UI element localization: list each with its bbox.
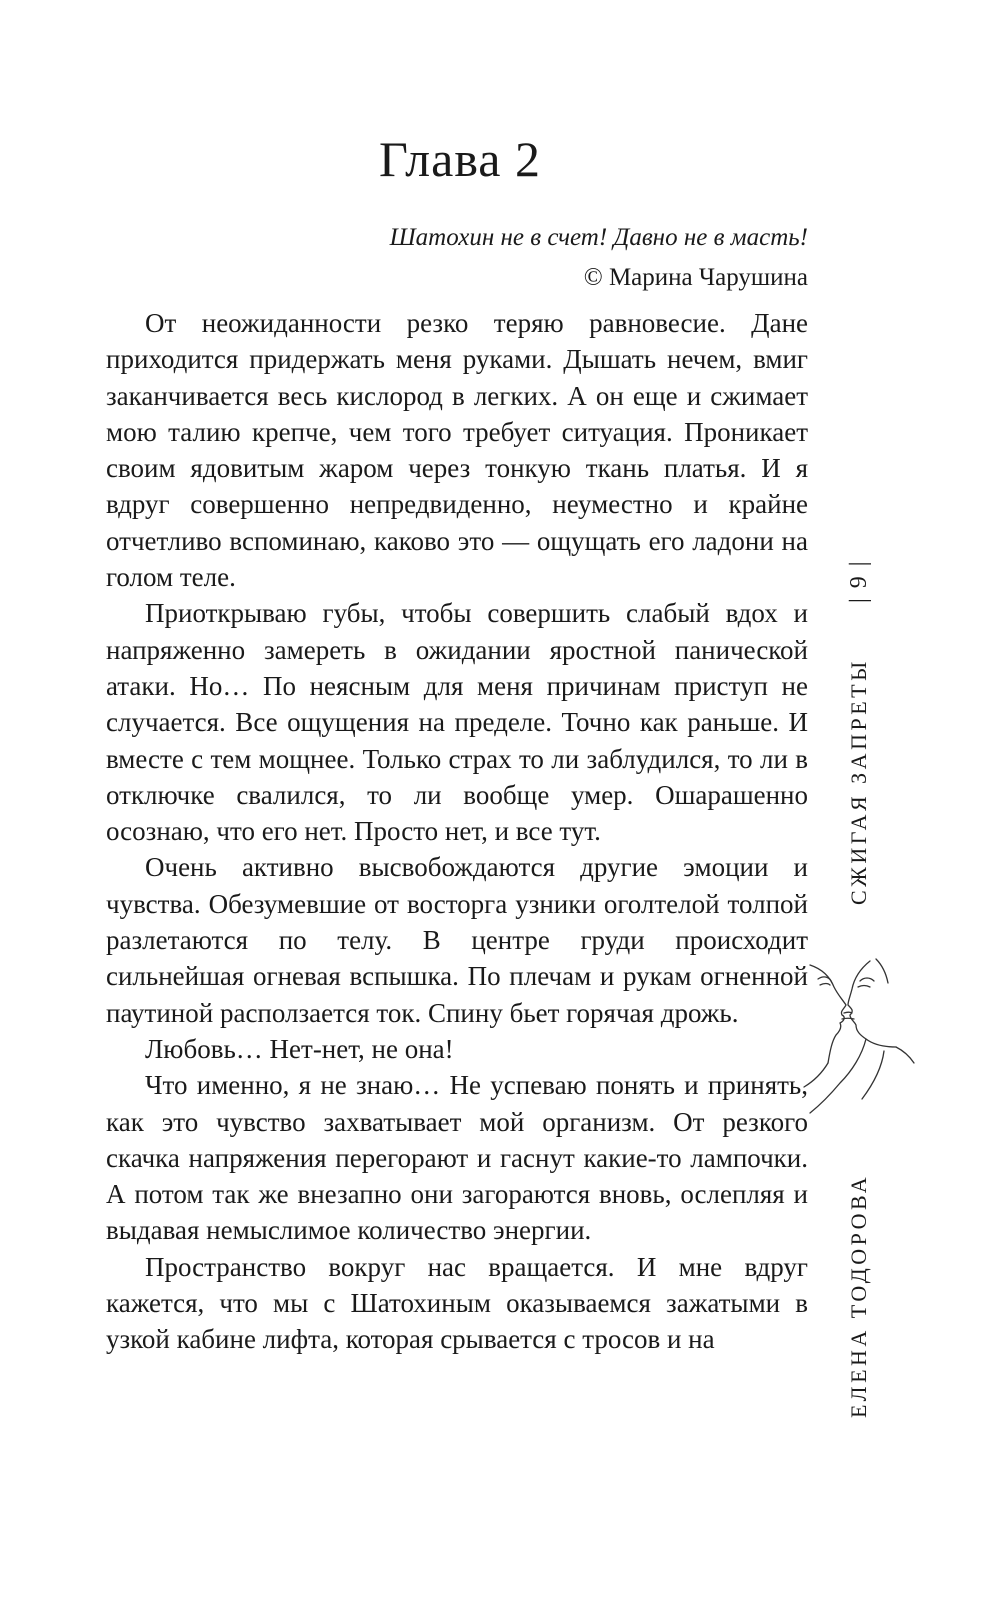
paragraph: Пространство вокруг нас вращается. И мне вдруг кажется, что мы с Шатохиным оказываемся зажатыми в узкой кабине лифта, которая срывается с тросов и на	[106, 1251, 808, 1355]
epigraph-source: © Марина Чарушина	[583, 264, 808, 291]
epigraph	[390, 218, 808, 298]
page-number: | 9 |	[846, 559, 872, 603]
kissing-faces-illustration	[800, 955, 920, 1155]
paragraph: Очень активно высвобождаются другие эмоции и чувства. Обезумевшие от восторга узники оголтелой толпой разлетаются по телу. В центре груди происходит сильнейшая огневая вспышка. По плечам и рукам огненной паутиной расползается ток. Спину бьет горячая дрожь.	[106, 852, 808, 1028]
author-name: ЕЛЕНА ТОДОРОВА	[846, 1173, 871, 1418]
paragraph: Любовь… Нет-нет, не она!	[145, 1033, 454, 1064]
paragraph: Что именно, я не знаю… Не успеваю понять и принять, как это чувство захватывает мой организм. От резкого скачка напряжения перегорают и гаснут какие-то лампочки. А потом так же внезапно они загораются вновь, ослепляя и выдавая немыслимое количество энергии.	[106, 1070, 808, 1246]
paragraph: От неожиданности резко теряю равновесие. Дане приходится придержать меня руками. Дышать нечем, вмиг заканчивается весь кислород в легких. А он еще и сжимает мою талию крепче, чем того требует ситуация. Проникает своим ядовитым жаром через тонкую ткань платья. И я вдруг совершенно непредвиденно, неуместно и крайне отчетливо вспоминаю, каково это — ощущать его ладони на голом теле.	[106, 308, 808, 593]
chapter-title: Глава 2	[379, 131, 541, 187]
paragraph: Приоткрываю губы, чтобы совершить слабый вдох и напряженно замереть в ожидании яростной панической атаки. Но… По неясным для меня причинам приступ не случается. Все ощущения на пределе. Точно как раньше. И вместе с тем мощнее. Только страх то ли заблудился, то ли в отключке свалился, то ли вообще умер. Ошарашенно осознаю, что его нет. Просто нет, и все тут.	[106, 598, 808, 847]
epigraph-quote: Шатохин не в счет! Давно не в масть!	[389, 224, 808, 251]
book-title: СЖИГАЯ ЗАПРЕТЫ	[846, 658, 871, 905]
body-text	[106, 305, 808, 1358]
